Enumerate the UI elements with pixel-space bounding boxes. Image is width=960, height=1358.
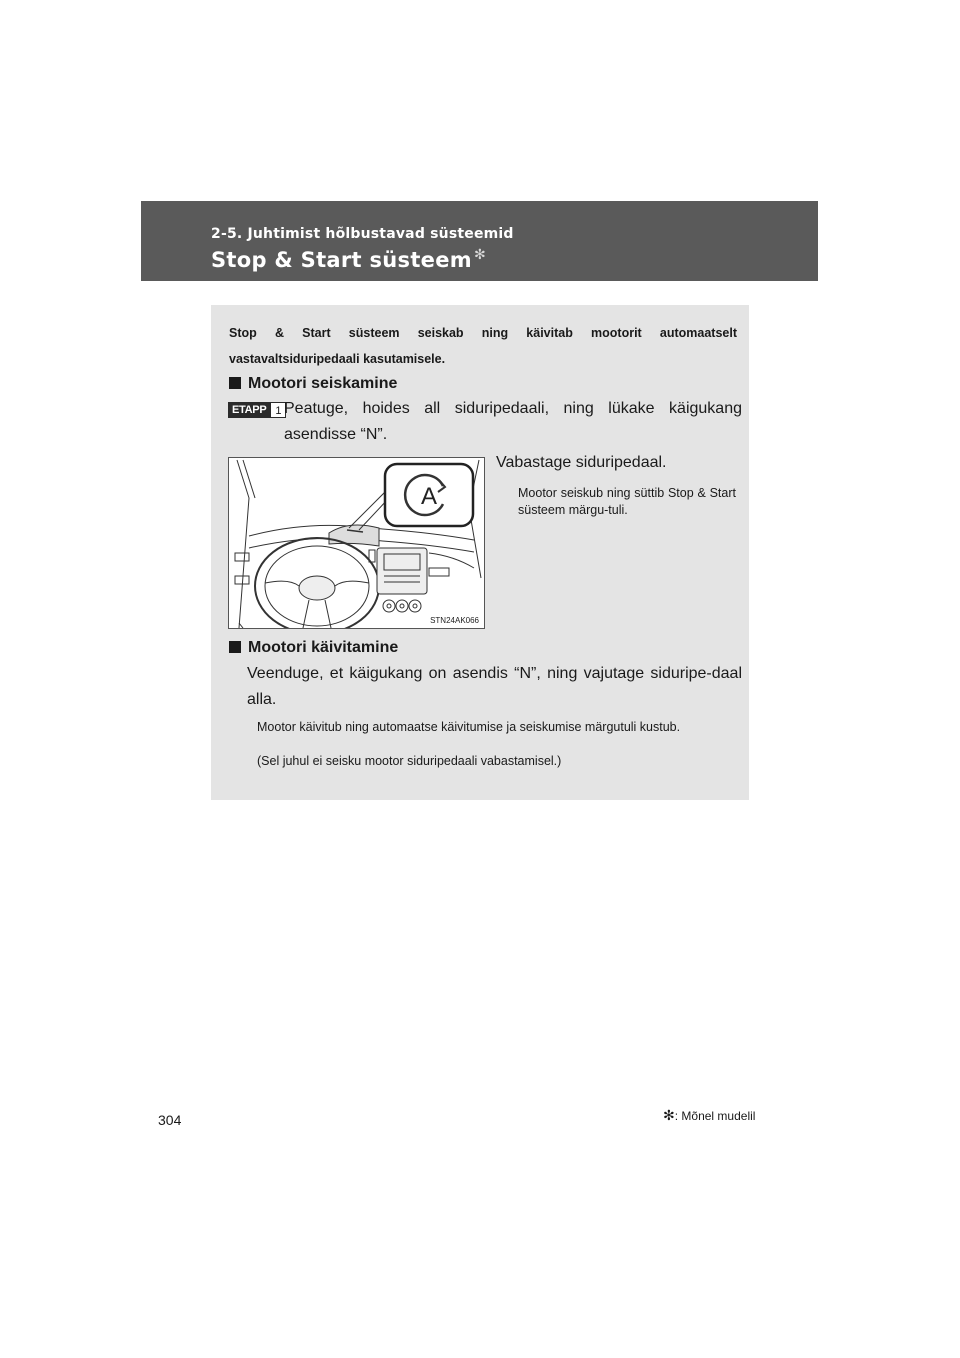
step1-text: Peatuge, hoides all siduripedaali, ning lükake käigukang asendisse “N”. — [284, 400, 742, 443]
step2-note: Mootor seiskub ning süttib Stop & Start süsteem märgu-tuli. — [518, 486, 736, 517]
asterisk-icon: ✻ — [663, 1107, 675, 1123]
footnote-text: : Mõnel mudelil — [674, 1109, 756, 1123]
intro-paragraph: Stop & Start süsteem seiskab ning käivitab mootorit automaatselt vastavaltsiduripedaali kasutamisele. — [229, 326, 737, 366]
start-heading — [229, 639, 398, 657]
step1-badge — [228, 402, 286, 418]
step1-badge-num: 1 — [270, 402, 286, 418]
dashboard-drawing — [229, 458, 484, 628]
dashboard-illustration — [228, 457, 485, 629]
header-band — [141, 201, 818, 281]
callout-letter: A — [420, 483, 438, 510]
start-text: Veenduge, et käigukang on asendis “N”, ning vajutage siduripe-daal alla. — [247, 665, 742, 708]
page-title — [211, 247, 486, 272]
start-note-1: Mootor käivitub ning automaatse käivitumise ja seiskumise märgutuli kustub. — [257, 720, 681, 734]
square-bullet-icon — [229, 377, 241, 389]
step2-text: Vabastage siduripedaal. — [496, 454, 667, 471]
content-box — [211, 305, 749, 800]
page-title-text: Stop & Start süsteem — [211, 248, 472, 272]
square-bullet-icon — [229, 641, 241, 653]
stop-heading-text: Mootori seiskamine — [248, 375, 398, 392]
illustration-code: STN24AK066 — [430, 616, 479, 625]
footnote — [663, 1107, 755, 1124]
start-heading-text: Mootori käivitamine — [248, 639, 399, 656]
start-note-2: (Sel juhul ei seisku mootor siduripedaali vabastamisel.) — [257, 754, 562, 768]
page-number: 304 — [158, 1112, 182, 1128]
title-marker: ✻ — [473, 247, 486, 263]
step1-badge-word: ETAPP — [228, 402, 270, 418]
stop-heading — [229, 375, 397, 393]
section-label: 2-5. Juhtimist hõlbustavad süsteemid — [211, 226, 514, 242]
